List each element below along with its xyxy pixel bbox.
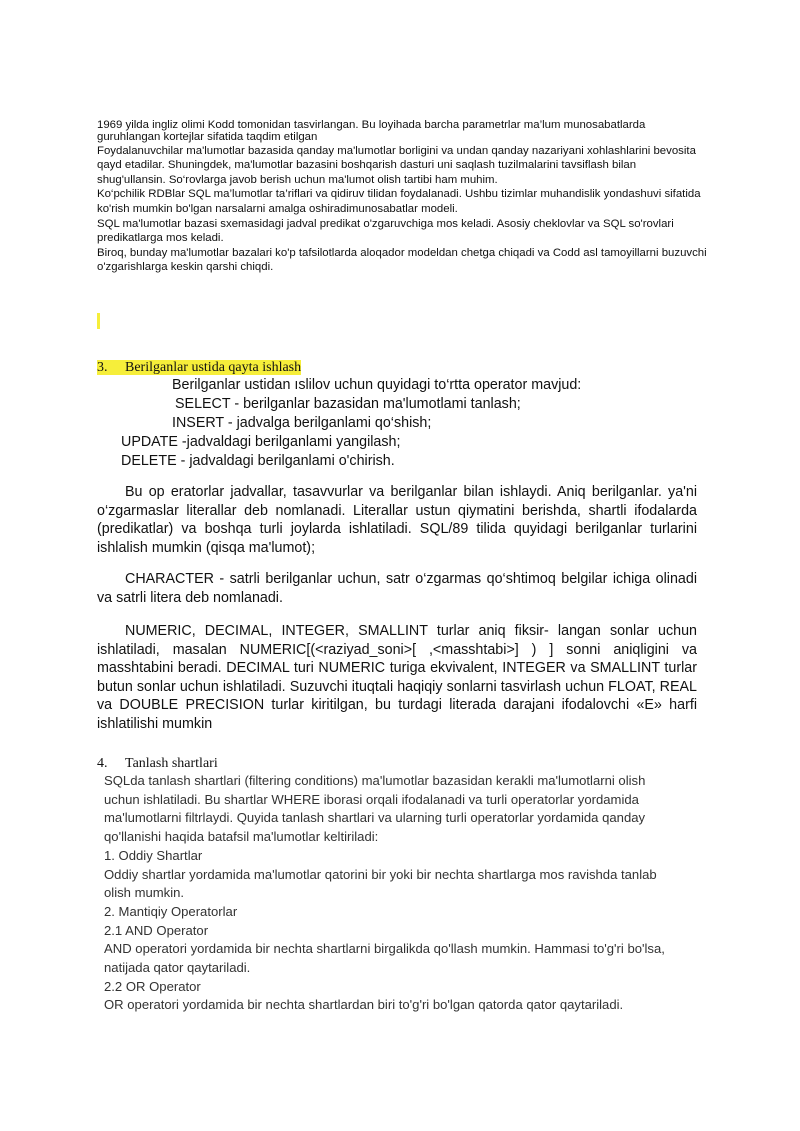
operator-delete: DELETE - jadvaldagi berilganlami o'chirish. <box>121 453 395 469</box>
paragraph-literals <box>97 483 697 557</box>
intro-paragraph: SQL ma'lumotlar bazasi sxemasidagi jadval predikat o'zgaruvchiga mos keladi. Asosiy cheklovlar va SQL so'rovlari predikatlarga mos keladi. <box>97 217 674 245</box>
intro-paragraph: 1969 yilda ingliz olimi Kodd tomonidan tasvirlangan. Bu loyihada barcha parametrlar ma’lum munosabatlarda guruhlangan kortejlar sifatida taqdim etilgan <box>97 119 646 143</box>
operator-intro: Berilganlar ustidan ıslilov uchun quyidagi to‘rtta operator mavjud: <box>172 377 582 393</box>
intro-paragraph: Biroq, bunday ma'lumotlar bazalari ko'p tafsilotlarda aloqador modeldan chetga chiqadi va Codd asl tamoyillarni buzuvchi o'zgarishlarga keskin qarshi chiqdi. <box>97 246 707 274</box>
highlight-mark <box>97 313 100 329</box>
paragraph-text: Bu op eratorlar jadvallar, tasavvurlar va berilganlar bilan ishlaydi. Aniq berilganlar. ya'ni o‘zgarmaslar literallar deb nomlanadi. Literallar ustun qiymatini berishda, shartli ifodalarda (predikatlar) va boshqa turli joylarda ishlatiladi. SQL/89 tilida quyidagi berilganlar turlarini ishlalish mumkin (qisqa ma'lumot); <box>97 484 697 556</box>
filtering-line: Oddiy shartlar yordamida ma'lumotlar qatorini bir yoki bir nechta shartlarga mos ravishda tanlab olish mumkin. <box>104 866 657 901</box>
filtering-line: 2.1 AND Operator <box>104 922 209 938</box>
section-4-heading <box>97 756 218 772</box>
filtering-line: SQLda tanlash shartlari (filtering conditions) ma'lumotlar bazasidan kerakli ma'lumotlarni olish uchun ishlatiladi. Bu shartlar WHERE iborasi orqali ifodalanadi va turli operatorlar yordamida ma'lumotlarni filtrlaydi. Quyida tanlash shartlari va ularning turli operatorlar yordamida qanday qo'llanishi haqida batafsil ma'lumotlar keltiriladi: <box>104 773 646 845</box>
filtering-line: OR operatori yordamida bir nechta shartlardan biri to'g'ri bo'lgan qatorda qator qaytariladi. <box>104 997 624 1013</box>
section-number: 4. <box>97 756 108 771</box>
operator-update: UPDATE -jadvaldagi berilganlami yangilash; <box>121 434 401 450</box>
operator-insert: INSERT - jadvalga berilganlami qo‘shish; <box>172 415 432 431</box>
section-title: Tanlash shartlari <box>125 756 218 771</box>
filtering-line: 1. Oddiy Shartlar <box>104 847 203 863</box>
intro-paragraph: Ko‘pchilik RDBlar SQL ma’lumotlar ta’riflari va qidiruv tilidan foydalanadi. Ushbu tizimlar muhandislik yondashuvi sifatida ko'rish mumkin bo'lgan narsalarni amalga oshiradimunosabatlar modeli. <box>97 188 701 215</box>
filtering-line: 2.2 OR Operator <box>104 978 201 994</box>
section-number: 3. <box>97 360 108 375</box>
intro-paragraph: Foydalanuvchilar ma'lumotlar bazasida qanday ma'lumotlar borligini va undan qanday nazariyani xohlashlarini bevosita qayd etadilar. Shuningdek, ma'lumotlar bazasini boshqarish dasturi uni saqlash tuzilmalarini tavsiflash bilan shug'ullansin. So‘rovlarga javob berish uchun ma'lumot olish tartibi ham muhim. <box>97 144 696 186</box>
section-title: Berilganlar ustida qayta ishlash <box>125 360 302 375</box>
filtering-line: 2. Mantiqiy Operatorlar <box>104 903 238 919</box>
intro-text <box>97 120 707 275</box>
operator-select: SELECT - berilganlar bazasidan ma'lumotlami tanlash; <box>175 396 521 412</box>
section-3-heading <box>97 360 301 376</box>
filtering-text <box>104 772 684 1015</box>
section-3-highlight <box>97 360 301 375</box>
paragraph-numeric <box>97 622 697 734</box>
filtering-line: AND operatori yordamida bir nechta shartlarni birgalikda qo'llash mumkin. Hammasi to'g'ri bo'lsa, natijada qator qaytariladi. <box>104 941 665 976</box>
paragraph-character <box>97 570 697 607</box>
paragraph-text: NUMERIC, DECIMAL, INTEGER, SMALLINT turlar aniq fiksir- langan sonlar uchun ishlatiladi, masalan NUMERIC[(<raziyad_soni>[ ,<masshtabi>] ) ] sonni aniqligini va masshtabini beradi. DECIMAL turi NUMERIC turiga ekvivalent, INTEGER va SMALLINT turlar butun sonlar uchun ishlatiladi. Suzuvchi ituqtali haqiqiy sonlarni tasvirlash uchun FLOAT, REAL va DOUBLE PRECISION turlar kiritilgan, bu turdagi literada darajani ifodalovchi «E» harfi ishlatilishi mumkin <box>97 623 697 732</box>
paragraph-text: CHARACTER - satrli berilganlar uchun, satr o‘zgarmas qo‘shtimoq belgilar ichiga olinadi va satrli litera deb nomlanadi. <box>97 571 697 606</box>
